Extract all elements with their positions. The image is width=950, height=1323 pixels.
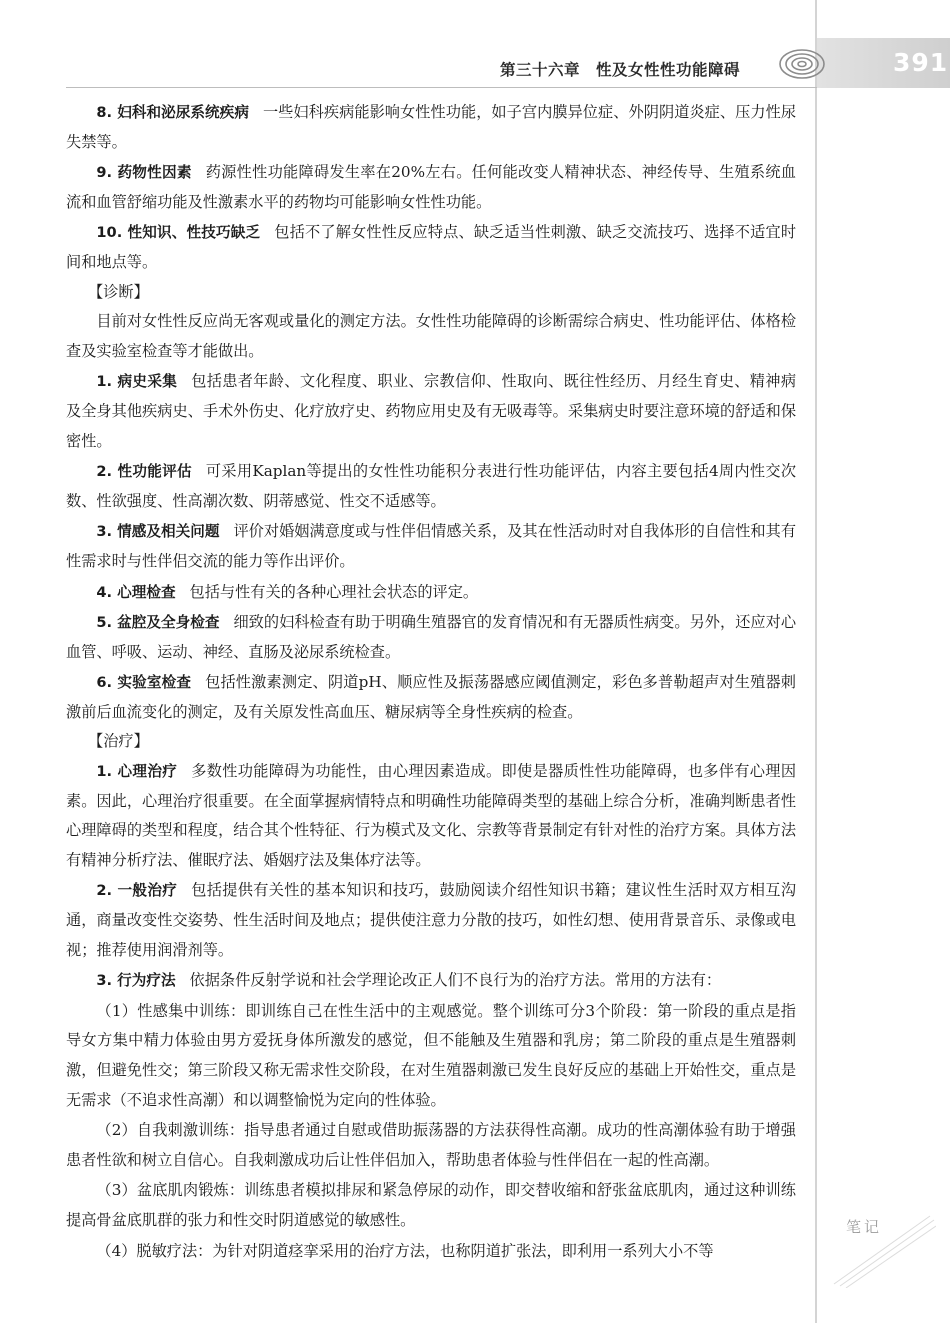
behavior-therapy-item: （2）自我刺激训练：指导患者通过自慰或借助振荡器的方法获得性高潮。成功的性高潮体验有助于增强患者性欲和树立自信心。自我刺激成功后让性伴侣加入，帮助患者体验与性伴侣在一起的性高潮。: [66, 1121, 796, 1169]
diagnosis-heading: 5. 盆腔及全身检查: [96, 614, 220, 632]
diagnosis-item: [66, 668, 796, 727]
treatment-item: [66, 876, 796, 965]
cause-item-8: [66, 98, 796, 157]
diagnosis-item: [66, 367, 796, 456]
cause-item-10: [66, 218, 796, 277]
cause-heading: 10. 性知识、性技巧缺乏: [96, 224, 261, 242]
cause-heading: 8. 妇科和泌尿系统疾病: [96, 104, 249, 121]
diagnosis-text: 评价对婚姻满意度或与性伴侣情感关系，及其在性活动时对自我体形的自信性和其有性需求时与性伴侣交流的能力等作出评价。: [66, 522, 797, 570]
behavior-therapy-item: （3）盆底肌肉锻炼：训练患者模拟排尿和紧急停尿的动作，即交替收缩和舒张盆底肌肉，通过这种训练提高骨盆底肌群的张力和性交时阴道感觉的敏感性。: [66, 1181, 796, 1229]
page-body: [66, 98, 796, 1266]
diagnosis-label: 【诊断】: [88, 282, 149, 301]
diagnosis-item: [66, 517, 796, 576]
diagnosis-text: 包括性激素测定、阴道pH、顺应性及振荡器感应阈值测定，彩色多普勒超声对生殖器刺激前后血流变化的测定，及有关原发性高血压、糖尿病等全身性疾病的检查。: [66, 673, 796, 721]
cause-text: 药源性性功能障碍发生率在20%左右。任何能改变人精神状态、神经传导、生殖系统血流和血管舒缩功能及性激素水平的药物均可能影响女性性功能。: [66, 163, 796, 211]
notes-label: 笔记: [846, 1218, 883, 1236]
treatment-text: 包括提供有关性的基本知识和技巧，鼓励阅读介绍性知识书籍；建议性生活时双方相互沟通，商量改变性交姿势、性生活时间及地点；提供使注意力分散的技巧，如性幻想、使用背景音乐、录像或电视；推荐使用润滑剂等。: [66, 881, 797, 959]
behavior-therapy-item: （1）性感集中训练：即训练自己在性生活中的主观感觉。整个训练可分3个阶段：第一阶段的重点是指导女方集中精力体验由男方爱抚身体所激发的感觉，但不能触及生殖器和乳房；第二阶段的重点是生殖器刺激，但避免性交；第三阶段又称无需求性交阶段，在对生殖器刺激已发生良好反应的基础上开始性交，重点是无需求（不追求性高潮）和以调整愉悦为定向的性体验。: [66, 1001, 796, 1109]
diagnosis-text: 包括与性有关的各种心理社会状态的评定。: [189, 582, 479, 601]
treatment-heading: 3. 行为疗法: [96, 972, 176, 990]
diagnosis-heading: 4. 心理检查: [96, 583, 176, 601]
diagnosis-heading: 1. 病史采集: [96, 373, 178, 391]
treatment-text: 多数性功能障碍为功能性，由心理因素造成。即使是器质性性功能障碍，也多伴有心理因素。因此，心理治疗很重要。在全面掌握病情特点和明确性功能障碍类型的基础上综合分析，准确判断患者性心理障碍的类型和程度，结合其个性特征、行为模式及文化、宗教等背景制定有针对性的治疗方案。具体方法有精神分析疗法、催眠疗法、婚姻疗法及集体疗法等。: [66, 762, 797, 869]
treatment-label: 【治疗】: [88, 732, 149, 751]
behavior-therapy-item: （4）脱敏疗法：为针对阴道痉挛采用的治疗方法，也称阴道扩张法，即利用一系列大小不等: [96, 1241, 714, 1260]
header-rule: [66, 87, 817, 88]
diagnosis-heading: 6. 实验室检查: [96, 674, 192, 692]
chapter-title: 第三十六章 性及女性性功能障碍: [500, 61, 741, 79]
margin-rule: [815, 0, 817, 1323]
treatment-item: [66, 966, 796, 996]
treatment-item: [66, 757, 796, 875]
swirl-logo-icon: [770, 38, 826, 90]
diagnosis-item: [66, 578, 796, 608]
diagnosis-text: 可采用Kaplan等提出的女性性功能积分表进行性功能评估，内容主要包括4周内性交次数、性欲强度、性高潮次数、阴蒂感觉、性交不适感等。: [66, 462, 797, 510]
diagnosis-intro: 目前对女性性反应尚无客观或量化的测定方法。女性性功能障碍的诊断需综合病史、性功能评估、体格检查及实验室检查等才能做出。: [66, 312, 796, 360]
treatment-text: 依据条件反射学说和社会学理论改正人们不良行为的治疗方法。常用的方法有：: [189, 971, 722, 990]
diagnosis-item: [66, 457, 796, 516]
cause-item-9: [66, 158, 796, 217]
diagnosis-text: 细致的妇科检查有助于明确生殖器官的发育情况和有无器质性病变。另外，还应对心血管、呼吸、运动、神经、直肠及泌尿系统检查。: [66, 613, 797, 661]
diagnosis-text: 包括患者年龄、文化程度、职业、宗教信仰、性取向、既往性经历、月经生育史、精神病及全身其他疾病史、手术外伤史、化疗放疗史、药物应用史及有无吸毒等。采集病史时要注意环境的舒适和保密性。: [66, 372, 797, 450]
diagnosis-item: [66, 608, 796, 667]
diagnosis-heading: 3. 情感及相关问题: [96, 523, 220, 541]
diagnosis-heading: 2. 性功能评估: [96, 463, 192, 481]
treatment-heading: 1. 心理治疗: [96, 763, 178, 781]
cause-heading: 9. 药物性因素: [96, 164, 192, 182]
treatment-heading: 2. 一般治疗: [96, 882, 178, 900]
cause-text: 包括不了解女性性反应特点、缺乏适当性刺激、缺乏交流技巧、选择不适宜时间和地点等。: [66, 223, 797, 271]
cause-text: 一些妇科疾病能影响女性性功能，如子宫内膜异位症、外阴阴道炎症、压力性尿失禁等。: [66, 103, 797, 151]
page-number: 391: [893, 48, 949, 77]
